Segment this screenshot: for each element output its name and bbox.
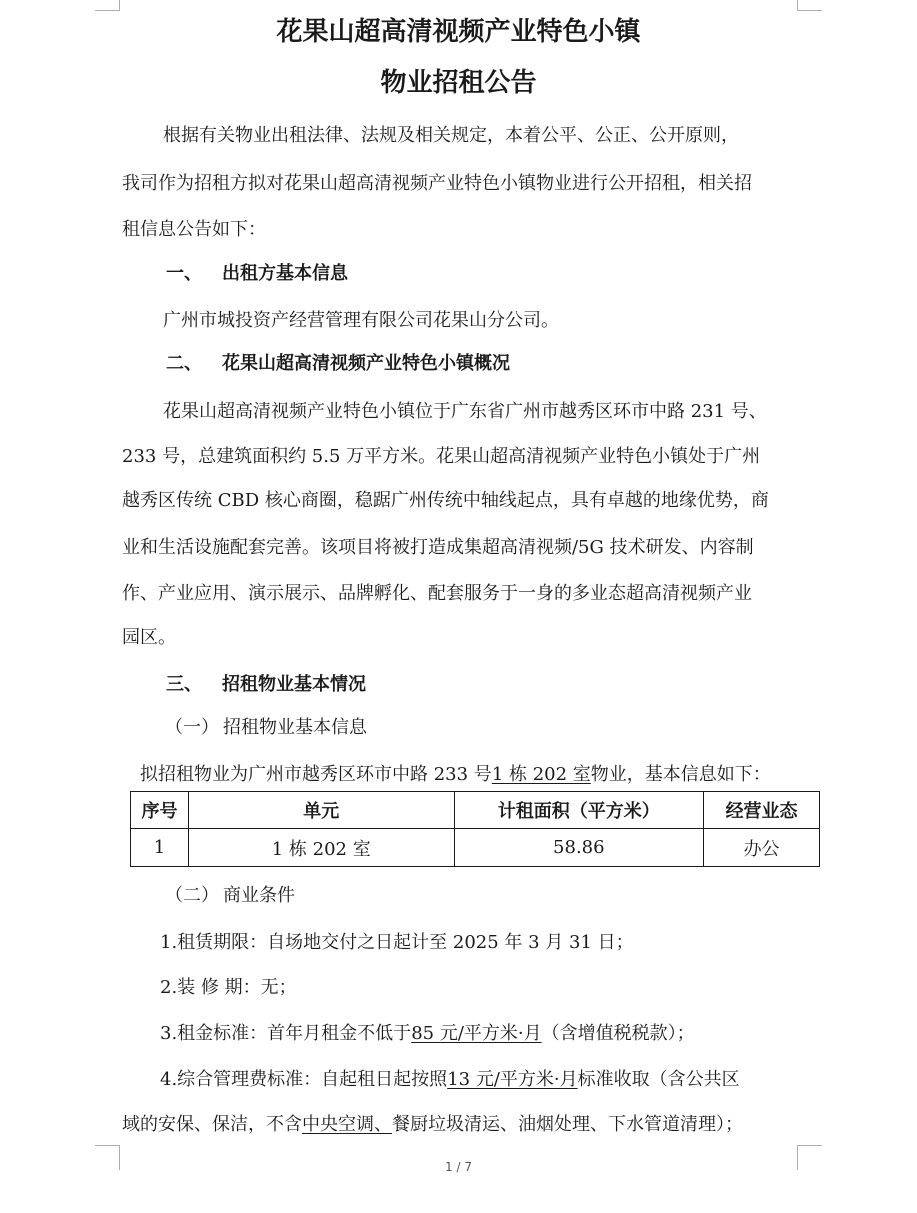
property-lead-before: 拟招租物业为广州市越秀区环市中路 233 号 — [140, 764, 492, 785]
property-lead-after: 物业，基本信息如下： — [590, 764, 771, 785]
section-1-number: 一、 — [166, 263, 202, 284]
table-row — [131, 829, 820, 867]
section-1-body: 广州市城投资产经营管理有限公司花果山分公司。 — [163, 310, 559, 331]
subsection-1-number: （一） — [165, 717, 219, 738]
fee-cont-underlined: 中央空调、 — [302, 1114, 392, 1135]
property-lead-line — [140, 763, 771, 787]
section-2-line-4: 业和生活设施配套完善。该项目将被打造成集超高清视频/5G 技术研发、内容制 — [122, 537, 754, 558]
section-2-line-6: 园区。 — [122, 627, 176, 648]
cell-area: 58.86 — [454, 829, 704, 867]
condition-management-fee-cont — [122, 1113, 743, 1137]
section-2-title: 花果山超高清视频产业特色小镇概况 — [222, 353, 510, 374]
section-2-line-1: 花果山超高清视频产业特色小镇位于广东省广州市越秀区环市中路 231 号、 — [163, 401, 767, 422]
cell-unit: 1 栋 202 室 — [188, 829, 454, 867]
subsection-2-number: （二） — [165, 885, 219, 906]
fee-value-underlined: 13 元/平方米·月 — [447, 1069, 578, 1090]
cell-usage: 办公 — [704, 829, 820, 867]
fee-before: 4.综合管理费标准：自起租日起按照 — [160, 1069, 448, 1090]
column-header-usage: 经营业态 — [704, 792, 820, 829]
cell-index: 1 — [131, 829, 189, 867]
section-2-line-2: 233 号，总建筑面积约 5.5 万平方米。花果山超高清视频产业特色小镇处于广州 — [122, 446, 761, 467]
section-3-heading — [166, 673, 366, 697]
section-1-heading — [166, 262, 348, 286]
rent-value-underlined: 85 元/平方米·月 — [411, 1023, 542, 1044]
condition-lease-term: 1.租赁期限：自场地交付之日起计至 2025 年 3 月 31 日； — [160, 932, 634, 953]
section-3-title: 招租物业基本情况 — [222, 674, 366, 695]
fee-after: 标准收取（含公共区 — [577, 1069, 740, 1090]
condition-management-fee — [160, 1068, 740, 1092]
page-number: 1 / 7 — [445, 1160, 472, 1174]
intro-line-3: 租信息公告如下： — [122, 219, 266, 240]
column-header-area: 计租面积（平方米） — [454, 792, 704, 829]
section-3-number: 三、 — [166, 674, 202, 695]
crop-mark-top-right — [797, 0, 822, 11]
column-header-unit: 单元 — [188, 792, 454, 829]
condition-renovation-period: 2.装 修 期：无； — [160, 977, 297, 998]
subsection-1-title: 招租物业基本信息 — [223, 717, 367, 738]
property-unit-underlined: 1 栋 202 室 — [491, 764, 591, 785]
crop-mark-top-left — [95, 0, 120, 11]
rent-after: （含增值税税款）； — [541, 1023, 695, 1044]
subsection-2-title: 商业条件 — [223, 885, 295, 906]
fee-cont-before: 域的安保、保洁，不含 — [122, 1114, 302, 1135]
document-subtitle: 物业招租公告 — [380, 68, 537, 98]
section-2-number: 二、 — [166, 353, 202, 374]
column-header-index: 序号 — [131, 792, 189, 829]
section-2-line-3: 越秀区传统 CBD 核心商圈，稳踞广州传统中轴线起点，具有卓越的地缘优势，商 — [122, 490, 769, 511]
rent-before: 3.租金标准：首年月租金不低于 — [160, 1023, 412, 1044]
table-header-row — [131, 792, 820, 829]
section-1-title: 出租方基本信息 — [222, 263, 348, 284]
subsection-1-heading — [165, 716, 367, 740]
document-title: 花果山超高清视频产业特色小镇 — [276, 17, 641, 47]
property-table — [130, 791, 820, 867]
condition-rent-standard — [160, 1022, 695, 1046]
intro-line-1: 根据有关物业出租法律、法规及相关规定，本着公平、公正、公开原则， — [163, 125, 739, 146]
fee-cont-after: 餐厨垃圾清运、油烟处理、下水管道清理）； — [392, 1114, 743, 1135]
intro-line-2: 我司作为招租方拟对花果山超高清视频产业特色小镇物业进行公开招租，相关招 — [122, 173, 752, 194]
section-2-heading — [166, 352, 510, 376]
section-2-line-5: 作、产业应用、演示展示、品牌孵化、配套服务于一身的多业态超高清视频产业 — [122, 583, 752, 604]
subsection-2-heading — [165, 884, 295, 908]
